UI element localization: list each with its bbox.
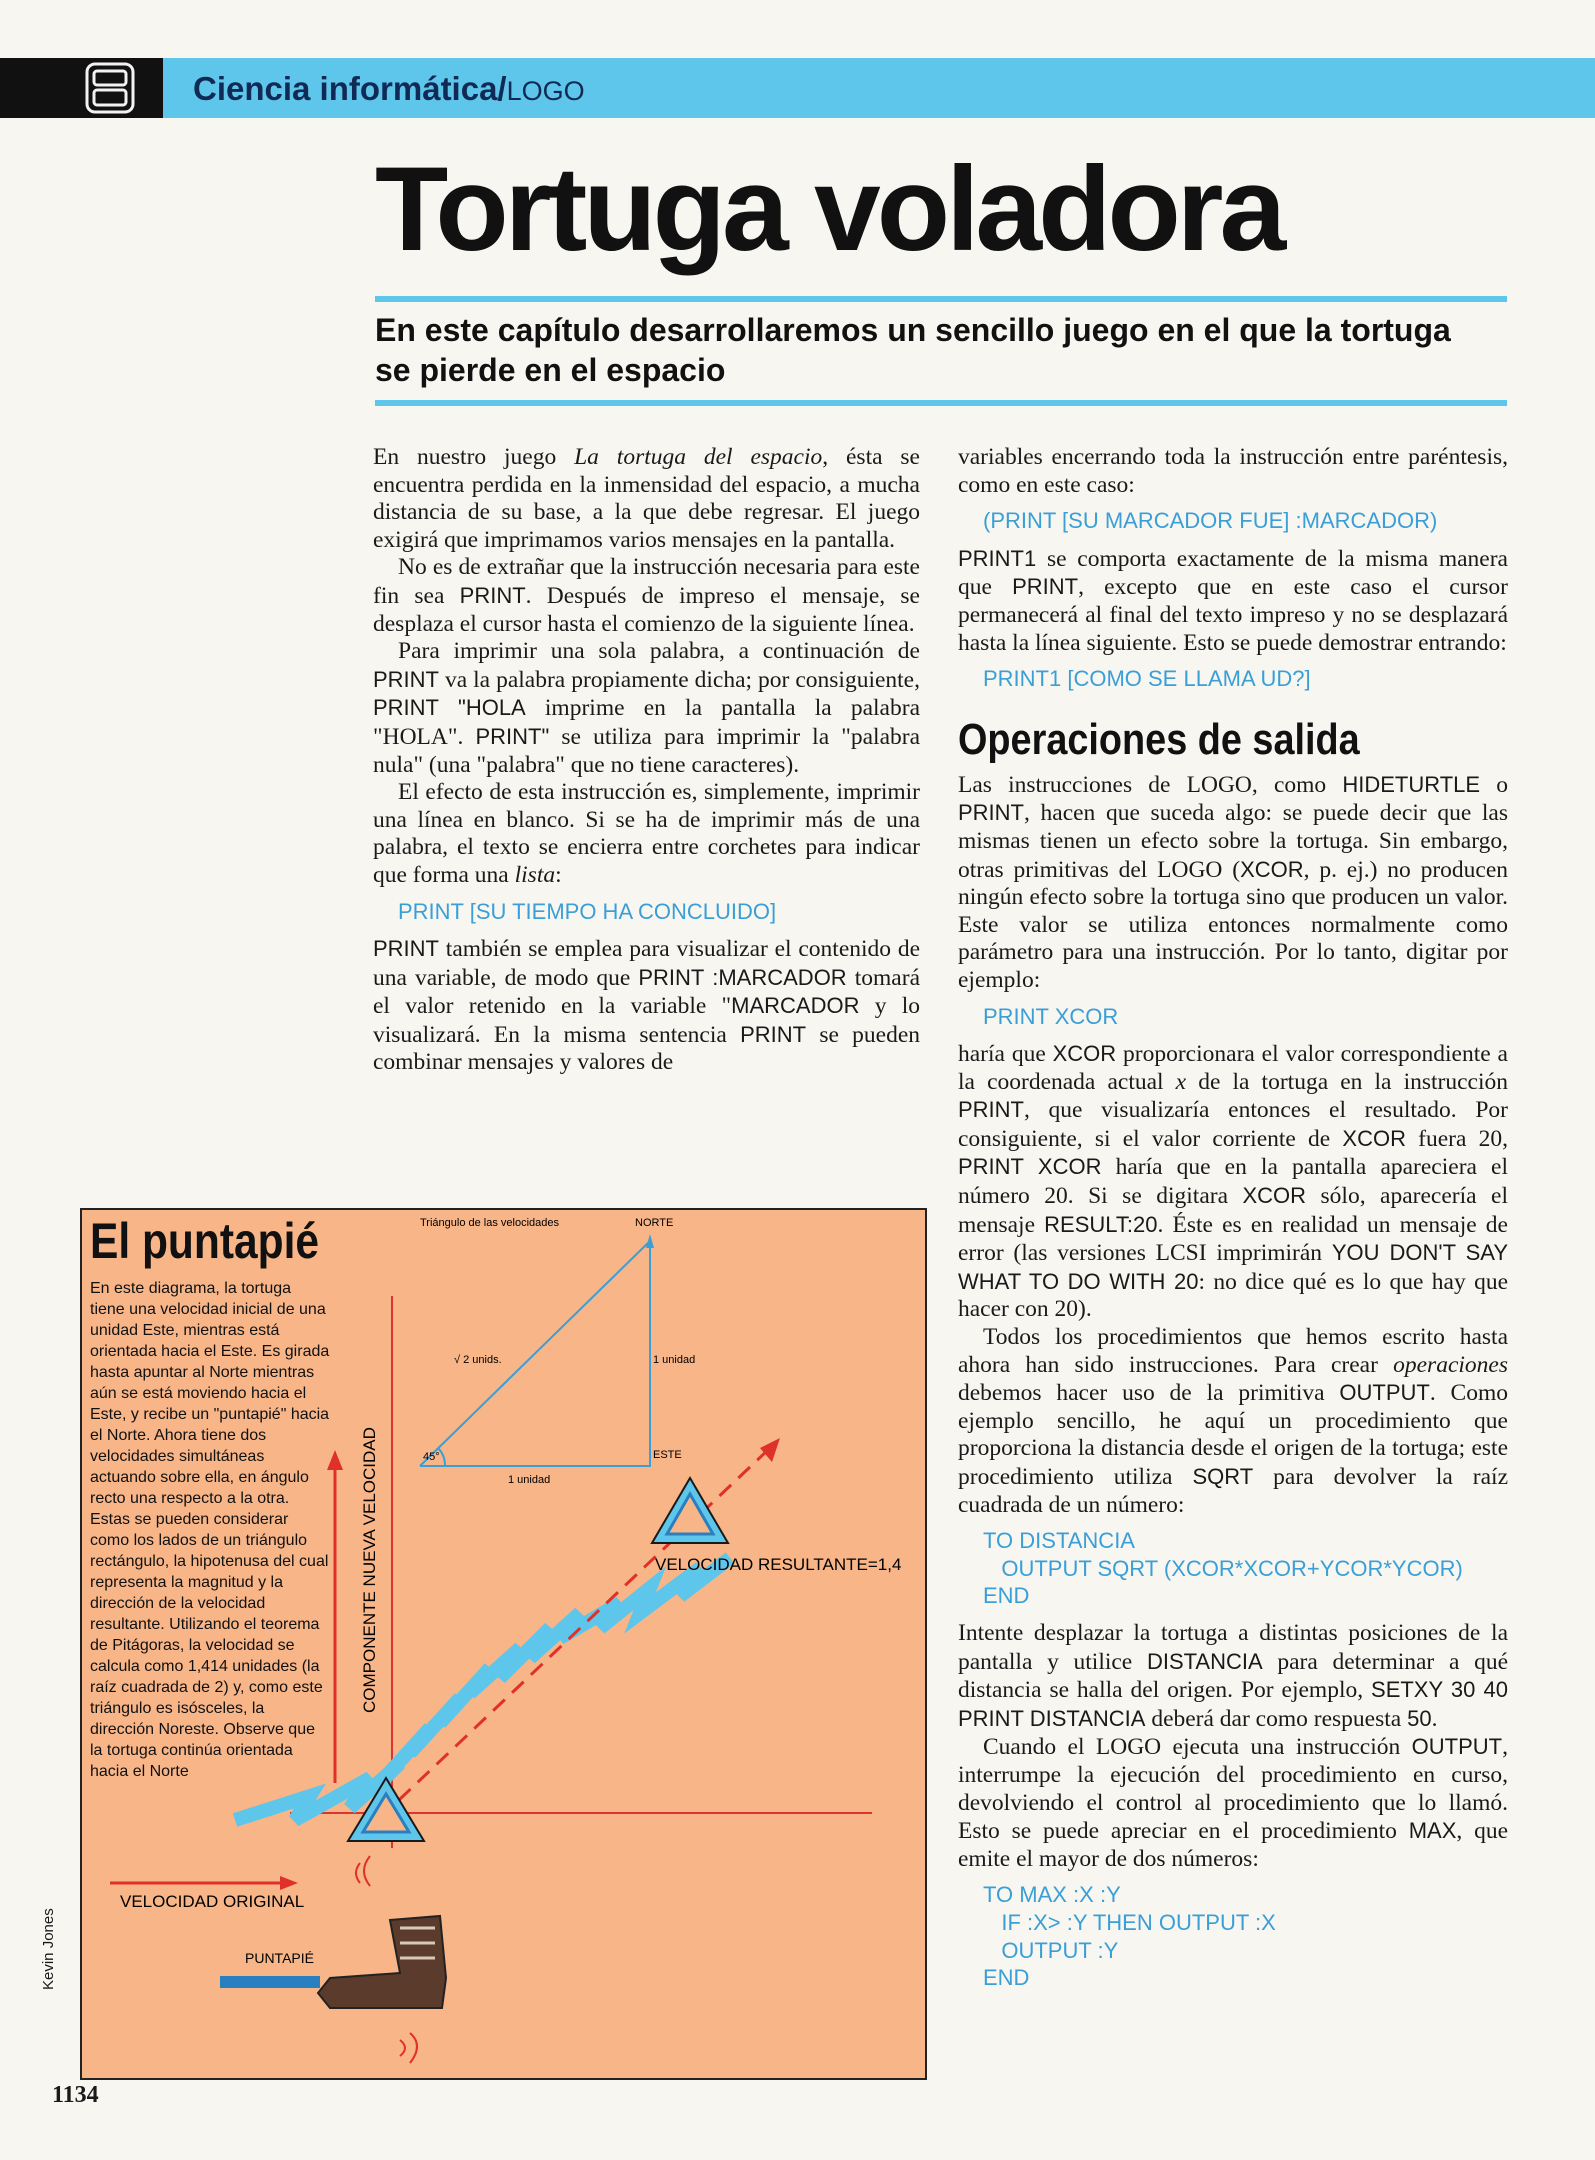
label-angle: 45°: [423, 1451, 440, 1463]
paragraph: Todos los procedimientos que hemos escrito hasta ahora han sido instrucciones. Para crear operaciones debemos hacer uso de la primitiva OUTPUT. Como ejemplo sencillo, he aquí un procedimiento que proporciona la distancia desde el origen de la tortuga; este procedimiento utiliza SQRT para devolver la raíz cuadrada de un número:: [958, 1324, 1509, 1518]
figure-title: El puntapié: [90, 1213, 320, 1269]
resultant-arrow: [380, 1448, 770, 1818]
label-resultant: VELOCIDAD RESULTANTE=1,4: [655, 1555, 902, 1574]
code-block: PRINT XCOR: [983, 1003, 1119, 1029]
rule-bottom: [375, 400, 1507, 406]
code-block: TO MAX :X :Y IF :X> :Y THEN OUTPUT :X OUTPUT :Y END: [983, 1882, 1276, 1991]
subtitle: En este capítulo desarrollaremos un sencillo juego en el que la tortuga se pierde en el espacio: [375, 312, 1451, 388]
photo-credit: Kevin Jones: [40, 1908, 57, 1990]
motion-line: [400, 2040, 405, 2056]
code-block: PRINT [SU TIEMPO HA CONCLUIDO]: [398, 898, 777, 924]
paragraph: Cuando el LOGO ejecuta una instrucción OUTPUT, interrumpe la ejecución del procedimiento en curso, devolviendo el control al procedimiento que lo llamó. Esto se puede apreciar en el procedimiento MAX, que emite el mayor de dos números:: [958, 1734, 1508, 1872]
section-heading: Operaciones de salida: [958, 714, 1360, 764]
motion-line: [364, 1856, 370, 1886]
section-subtitle: LOGO: [506, 76, 585, 106]
label-este: ESTE: [653, 1449, 682, 1461]
triangle-title: Triángulo de las velocidades: [420, 1217, 560, 1229]
label-hypotenuse: √ 2 unids.: [454, 1354, 502, 1366]
paragraph: En nuestro juego La tortuga del espacio, ésta se encuentra perdida en la inmensidad del espacio, a mucha distancia de su base, a la que debe regresar. El juego exigirá que imprimamos varios mensajes en la pantalla.: [373, 444, 920, 553]
label-vertical-axis: COMPONENTE NUEVA VELOCIDAD: [360, 1427, 379, 1713]
motion-line: [410, 2033, 417, 2063]
original-velocity-arrowhead: [280, 1876, 298, 1890]
text-column-2: [958, 444, 1508, 2002]
label-kick: PUNTAPIÉ: [245, 1950, 314, 1966]
code-block: (PRINT [SU MARCADOR FUE] :MARCADOR): [983, 508, 1438, 534]
rule-top: [375, 296, 1507, 302]
figure-caption: En este diagrama, la tortuga tiene una velocidad inicial de una unidad Este, mientras está orientada hacia el Este. Es girada hasta apuntar al Norte mientras aún se está moviendo hacia el Este, y recibe un "puntapié" hacia el Norte. Ahora tiene dos velocidades simultáneas actuando sobre ella, en ángulo recto una respecto a la otra. Estas se pueden considerar como los lados de un triángulo rectángulo, la hipotenusa del cual representa la magnitud y la dirección de la velocidad resultante. Utilizando el teorema de Pitágoras, la velocidad se calcula como 1,414 unidades (la raíz cuadrada de 2) y, como este triángulo es isósceles, la dirección Noreste. Observe que la tortuga continúa orientada hacia el Norte: [90, 1280, 330, 1780]
book-icon: [85, 62, 135, 114]
label-horizontal-unit: 1 unidad: [508, 1474, 551, 1486]
page-number: 1134: [52, 2082, 99, 2108]
page-title: Tortuga voladora: [375, 142, 1283, 276]
resultant-arrowhead: [760, 1438, 780, 1462]
paragraph: PRINT también se emplea para visualizar el contenido de una variable, de modo que PRINT :MARCADOR tomará el valor retenido en la variable "MARCADOR y lo visualizará. En la misma sentencia PRINT se pueden combinar mensajes y valores de: [373, 936, 920, 1076]
paragraph: haría que XCOR proporcionara el valor correspondiente a la coordenada actual x de la tortuga en la instrucción PRINT, que visualizaría entonces el resultado. Por consiguiente, si el valor corriente de XCOR fuera 20, PRINT XCOR haría que en la pantalla apareciera el número 20. Si se digitara XCOR sólo, aparecería el mensaje RESULT:20. Éste es en realidad un mensaje de error (las versiones LCSI imprimirán YOU DON'T SAY WHAT TO DO WITH 20: no dice qué es lo que hay que hacer con 20).: [958, 1041, 1509, 1323]
paragraph: El efecto de esta instrucción es, simplemente, imprimir una línea en blanco. Si se ha de imprimir más de una palabra, el texto se encierra entre corchetes para indicar que forma una lista:: [373, 779, 920, 888]
header-black-block: [0, 58, 163, 118]
paragraph: variables encerrando toda la instrucción entre paréntesis, como en este caso:: [958, 444, 1508, 498]
north-arrowhead: [646, 1234, 654, 1248]
section-title: Ciencia informática/LOGO: [193, 70, 585, 107]
label-vertical-unit: 1 unidad: [653, 1354, 696, 1366]
text-column-1: [373, 444, 920, 1077]
code-block: TO DISTANCIA OUTPUT SQRT (XCOR*XCOR+YCOR*YCOR) END: [983, 1528, 1463, 1609]
paragraph: No es de extrañar que la instrucción necesaria para este fin sea PRINT. Después de impreso el mensaje, se desplaza el cursor hasta el comienzo de la siguiente línea.: [373, 554, 920, 637]
code-block: PRINT1 [COMO SE LLAMA UD?]: [983, 666, 1311, 692]
turtle-icon: [652, 1478, 728, 1543]
paragraph: Intente desplazar la tortuga a distintas posiciones de la pantalla y utilice DISTANCIA para determinar a qué distancia se halla del origen. Por ejemplo, SETXY 30 40 PRINT DISTANCIA deberá dar como respuesta 50.: [958, 1619, 1509, 1732]
label-original-velocity: VELOCIDAD ORIGINAL: [120, 1892, 305, 1911]
paragraph: PRINT1 se comporta exactamente de la misma manera que PRINT, excepto que en este caso el cursor permanecerá al final del texto impreso y no se desplazará hasta la línea siguiente. Esto se puede demostrar entrando:: [958, 545, 1508, 656]
paragraph: Las instrucciones de LOGO, como HIDETURTLE o PRINT, hacen que suceda algo: se puede decir que las mismas tienen un efecto sobre la tortuga. Sin embargo, otras primitivas del LOGO (XCOR, p. ej.) no producen ningún efecto sobre la tortuga sino que producen un valor. Este valor se utiliza entonces normalmente como parámetro para una instrucción. Por lo tanto, digitar por ejemplo:: [958, 771, 1509, 993]
label-norte: NORTE: [635, 1217, 674, 1229]
paragraph: Para imprimir una sola palabra, a continuación de PRINT va la palabra propiamente dicha; por consiguiente, PRINT "HOLA imprime en la pantalla la palabra "HOLA". PRINT" se utiliza para imprimir la "palabra nula" (una "palabra" que no tiene caracteres).: [373, 638, 920, 778]
motion-line: [356, 1863, 360, 1883]
